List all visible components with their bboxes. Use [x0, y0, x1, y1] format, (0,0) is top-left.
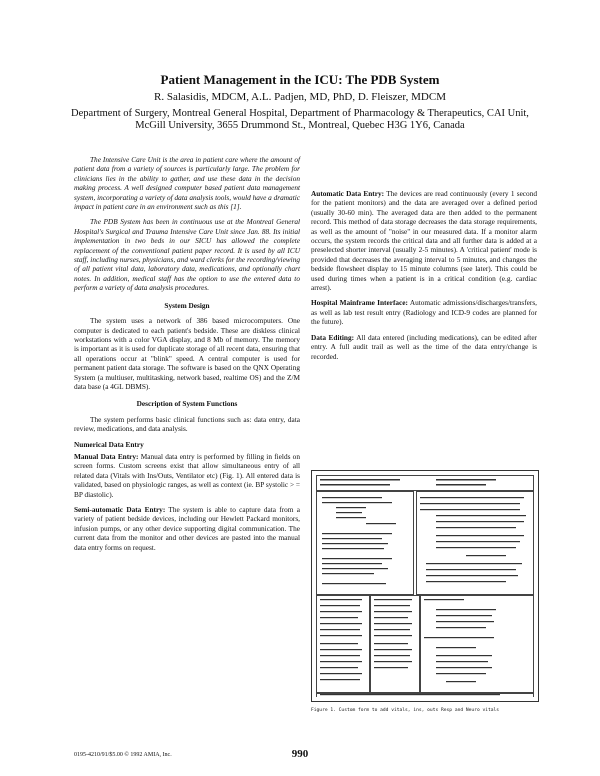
automatic-entry-text: The devices are read continuously (every 1 second for the patient monitors) and the data are averaged over a defined period (usually 30-60 min). The averaged data are then added to the permanent record. This method of data storage decreases the data storage requirements, as well as the amount of "noise" in our measured data. If a monitor alarm occurs, the system records the critical data and all further data is added at a preselected shorter interval (usually 2-5 minutes). A 'critical patient' mode is provided that decreases the averaging interval to 5 minutes, and changes the bedside flowsheet display to 15 minute columns (see later). This could be used during times when a patient is in a critical condition (e.g. cardiac arrest).	[311, 189, 537, 293]
figure-screen-image	[316, 475, 534, 697]
manual-entry-label: Manual Data Entry:	[74, 451, 139, 461]
paper-authors: R. Salasidis, MDCM, A.L. Padjen, MD, PhD, D. Fleiszer, MDCM	[154, 91, 446, 103]
automatic-entry-label: Automatic Data Entry:	[311, 189, 385, 198]
section-heading-numerical: Numerical Data Entry	[74, 439, 144, 449]
page-number: 990	[291, 748, 309, 760]
right-column	[311, 155, 537, 367]
mainframe-paragraph	[311, 298, 537, 326]
figure-caption: Figure 1. Custom form to add vitals, ins, outs Resp and Neuro vitals	[311, 708, 500, 713]
mainframe-label: Hospital Mainframe Interface:	[311, 298, 408, 308]
abstract-paragraph-1: The Intensive Care Unit is the area in patient care where the amount of patient data from a variety of sources is particularly large. The problem for clinicians lies in the ability to gather, and use these data in the decision making process. A well designed computer based patient data management system, incorporating a variety of data analysis tools, would have a dramatic impact in patient care in an environment such as this [1].	[74, 155, 300, 212]
left-column	[74, 155, 300, 558]
section-heading-system-design: System Design	[164, 300, 210, 310]
abstract-paragraph-2: The PDB System has been in continuous use at the Montreal General Hospital's Surgical and Trauma Intensive Care Unit since Jan. 88. Its initial implementation in two beds in our SICU has allowed the complete replacement of the conventional patient paper record. It is used by all ICU staff, including nurses, physicians, and ward clerks for the recording/viewing of all patient vital data, laboratory data, medications, and optionally chart notes. In addition, medical staff has the option to use the entered data to perform a variety of data analysis procedures.	[74, 217, 300, 293]
paper-title: Patient Management in the ICU: The PDB System	[160, 72, 440, 87]
editing-paragraph	[311, 333, 537, 361]
figure-1-screen-form	[311, 470, 539, 702]
automatic-entry-paragraph	[311, 189, 537, 292]
figure-text-rows	[316, 475, 534, 697]
section-heading-functions: Description of System Functions	[136, 399, 238, 409]
manual-entry-paragraph	[74, 452, 300, 499]
semi-auto-label: Semi-automatic Data Entry:	[74, 505, 166, 514]
mainframe-text: Automatic admissions/discharges/transfers, as well as lab test result entry (Radiology and ICD-9 codes are planned for the future).	[311, 298, 537, 327]
paper-affiliation: Department of Surgery, Montreal General Hospital, Department of Pharmacology & Therapeutics, CAI Unit, McGill University, 3655 Drummond St., Montreal, Quebec H3G 1Y6, Canada	[71, 108, 529, 131]
editing-text: All data entered (including medications), can be edited after entry. A full audit trail as well as the time of the data entry/change is recorded.	[311, 332, 537, 361]
functions-text: The system performs basic clinical functions such as: data entry, data review, medications, and data analysis.	[74, 414, 300, 434]
manual-entry-text: Manual data entry is performed by filling in fields on screen forms. Custom screens exist that allow simultaneous entry of all related data (Vitals with Ins/Outs, Ventilator etc) (Fig. 1). All entered data is validated, based on physiologic ranges, as well as context (ie. BP systolic > = BP diastolic).	[74, 451, 301, 499]
semi-auto-text: The system is able to capture data from a variety of patient bedside devices, including our Hewlett Packard monitors, infusion pumps, or any other device supporting digital communication. The current data from the monitor and other devices are pasted into the manual data entry forms on request.	[74, 505, 300, 552]
semi-auto-paragraph	[74, 505, 300, 552]
footer-copyright: 0195-4210/91/$5.00 © 1992 AMIA, Inc.	[74, 752, 172, 758]
system-design-text: The system uses a network of 386 based microcomputers. One computer is dedicated to each patient's bedside. These are diskless clinical workstations with a color VGA display, and 8 Mb of memory. The memory is important as it is used for duplicate storage of all recent data, ensuring that all operations occur at "blink" speed. A central computer is used for permanent patient data storage. The software is based on the QNX Operating System (a multiuser, multitasking, network based, realtime OS) and the Z/M data base (a 4GL DBMS).	[74, 316, 300, 391]
editing-label: Data Editing:	[311, 332, 355, 342]
